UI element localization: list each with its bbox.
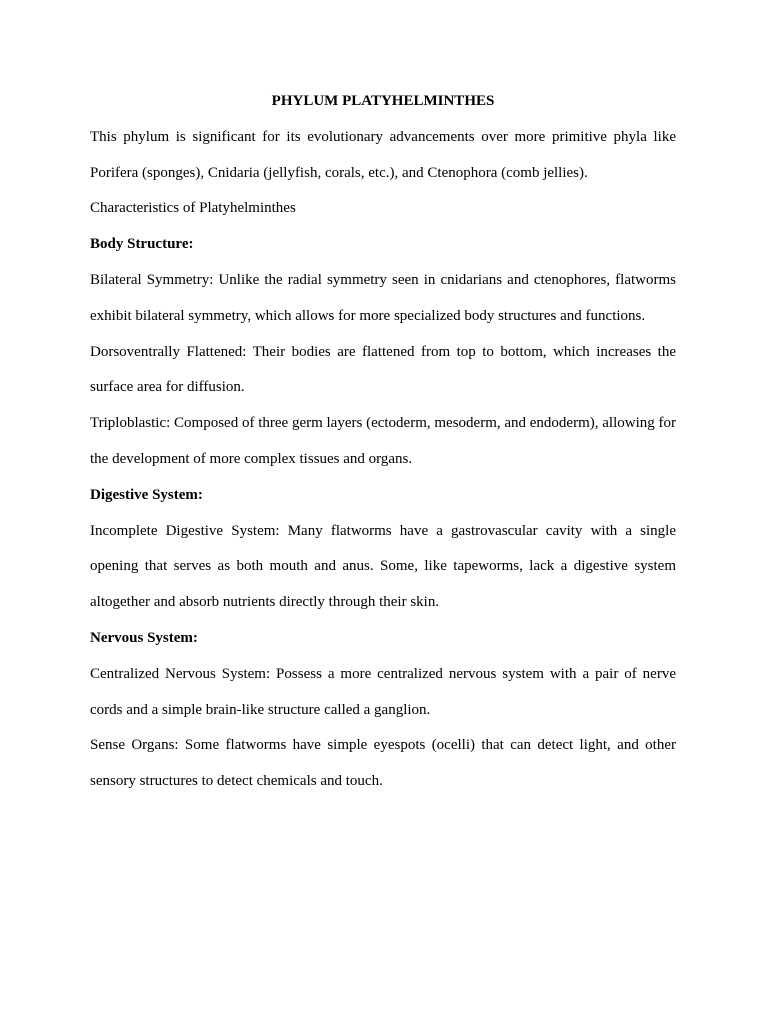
paragraph-centralized-nervous-system: Centralized Nervous System: Possess a more centralized nervous system with a pair of nerve cords and a simple brain-like structure called a ganglion. (90, 665, 676, 718)
characteristics-heading: Characteristics of Platyhelminthes (90, 200, 296, 217)
section-heading-digestive-system: Digestive System: (90, 486, 203, 503)
paragraph-incomplete-digestive-system: Incomplete Digestive System: Many flatworms have a gastrovascular cavity with a single opening that serves as both mouth and anus. Some, like tapeworms, lack a digestive system altogether and absorb nutrients directly through their skin. (90, 522, 676, 611)
paragraph-triploblastic: Triploblastic: Composed of three germ layers (ectoderm, mesoderm, and endoderm), allowing for the development of more complex tissues and organs. (90, 415, 676, 467)
paragraph-sense-organs: Sense Organs: Some flatworms have simple eyespots (ocelli) that can detect light, and other sensory structures to detect chemicals and touch. (90, 737, 676, 790)
paragraph-dorsoventrally-flattened: Dorsoventrally Flattened: Their bodies are flattened from top to bottom, which increases the surface area for diffusion. (90, 343, 676, 396)
document-title: PHYLUM PLATYHELMINTHES (271, 93, 495, 109)
paragraph-bilateral-symmetry: Bilateral Symmetry: Unlike the radial symmetry seen in cnidarians and ctenophores, flatworms exhibit bilateral symmetry, which allows for more specialized body structures and functions. (90, 271, 676, 324)
intro-paragraph: This phylum is significant for its evolutionary advancements over more primitive phyla like Porifera (sponges), Cnidaria (jellyfish, corals, etc.), and Ctenophora (comb jellies). (90, 128, 676, 181)
section-heading-body-structure: Body Structure: (90, 236, 194, 253)
document-body (90, 84, 676, 800)
section-heading-nervous-system: Nervous System: (90, 629, 198, 646)
